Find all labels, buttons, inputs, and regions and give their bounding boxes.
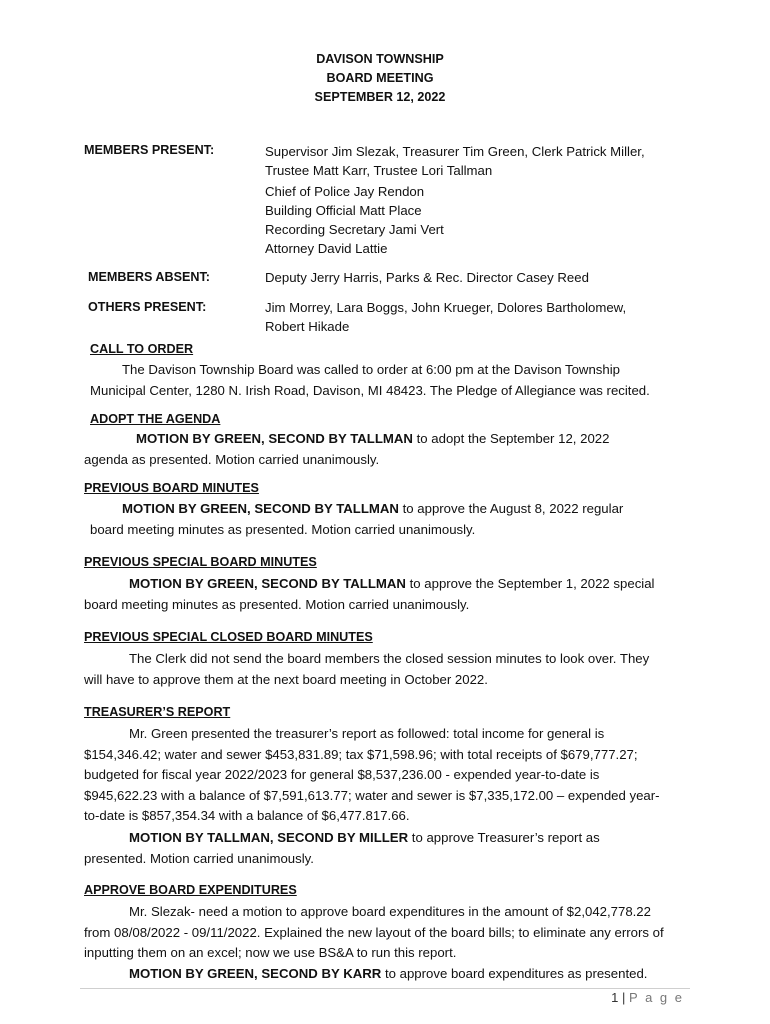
motion-body: to approve board expenditures as presented. — [381, 966, 648, 981]
footer-divider — [80, 988, 690, 989]
members-present-line: Chief of Police Jay Rendon — [265, 184, 425, 199]
others-present-value — [265, 298, 685, 336]
treasurer-heading: TREASURER’S REPORT — [84, 705, 231, 719]
members-present-line: Attorney David Lattie — [265, 241, 388, 256]
expenditures-text: Mr. Slezak- need a motion to approve board expenditures in the amount of $2,042,778.22 from 08/08/2022 - 09/11/2022. Explained the new layout of the board bills; to eliminate any errors of inputting them on an excel; now we use BS&A to run this report. — [84, 904, 664, 961]
previous-minutes-text — [90, 499, 650, 540]
page-separator: | — [622, 990, 626, 1005]
members-absent-label: MEMBERS ABSENT: — [88, 270, 210, 284]
members-present-label: MEMBERS PRESENT: — [84, 143, 215, 157]
motion-body: to approve the September 1, 2022 special board meeting minutes as presented. Motion carried unanimously. — [84, 576, 655, 612]
expenditures-motion — [84, 964, 684, 985]
previous-closed-text: The Clerk did not send the board members the closed session minutes to look over. They will have to approve them at the next board meeting in October 2022. — [84, 651, 650, 687]
motion-body: to approve the August 8, 2022 regular board meeting minutes as presented. Motion carried unanimously. — [90, 501, 624, 537]
adopt-agenda-text — [84, 429, 624, 470]
members-present-line: Recording Secretary Jami Vert — [265, 222, 444, 237]
page-label: P a g e — [629, 990, 684, 1005]
others-present-line: Robert Hikade — [265, 319, 350, 334]
motion-text: MOTION BY GREEN, SECOND BY TALLMAN — [129, 576, 406, 591]
treasurer-text: Mr. Green presented the treasurer’s report as followed: total income for general is $154,346.42; water and sewer $453,831.89; tax $71,598.96; with total receipts of $679,777.27; budgeted for fiscal year 2022/2023 for general $8,537,236.00 - expended year-to-date is $945,622.23 with a balance of $7,591,613.77; water and sewer is $7,335,172.00 – expended year-to-date is $857,354.34 with a balance of $6,477.817.66. — [84, 726, 660, 824]
motion-text: MOTION BY GREEN, SECOND BY TALLMAN — [136, 431, 413, 446]
members-present-line: Trustee Matt Karr, Trustee Lori Tallman — [265, 163, 493, 178]
document-header — [0, 50, 760, 107]
previous-special-heading: PREVIOUS SPECIAL BOARD MINUTES — [84, 555, 317, 569]
header-meeting: BOARD MEETING — [326, 71, 434, 85]
previous-special-text — [84, 574, 664, 615]
members-present-value — [265, 142, 685, 258]
previous-minutes-heading: PREVIOUS BOARD MINUTES — [84, 481, 259, 495]
others-present-label: OTHERS PRESENT: — [88, 300, 207, 314]
page-number: 1 — [611, 990, 619, 1005]
motion-body: to adopt the September 12, 2022 agenda as presented. Motion carried unanimously. — [84, 431, 610, 467]
motion-text: MOTION BY GREEN, SECOND BY TALLMAN — [122, 501, 399, 516]
call-to-order-text: The Davison Township Board was called to order at 6:00 pm at the Davison Township Municipal Center, 1280 N. Irish Road, Davison, MI 48423. The Pledge of Allegiance was recited. — [90, 362, 650, 398]
expenditures-heading: APPROVE BOARD EXPENDITURES — [84, 883, 297, 897]
adopt-agenda-heading: ADOPT THE AGENDA — [90, 412, 221, 426]
previous-closed-heading: PREVIOUS SPECIAL CLOSED BOARD MINUTES — [84, 630, 373, 644]
page-footer — [611, 990, 684, 1005]
header-township: DAVISON TOWNSHIP — [316, 52, 444, 66]
members-present-line: Supervisor Jim Slezak, Treasurer Tim Green, Clerk Patrick Miller, — [265, 144, 645, 159]
others-present-line: Jim Morrey, Lara Boggs, John Krueger, Dolores Bartholomew, — [265, 300, 627, 315]
motion-text: MOTION BY TALLMAN, SECOND BY MILLER — [129, 830, 409, 845]
members-present-line: Building Official Matt Place — [265, 203, 422, 218]
motion-body: to approve Treasurer’s report as presented. Motion carried unanimously. — [84, 830, 600, 866]
motion-text: MOTION BY GREEN, SECOND BY KARR — [129, 966, 382, 981]
header-date: SEPTEMBER 12, 2022 — [314, 90, 446, 104]
treasurer-motion — [84, 828, 624, 869]
members-absent-value: Deputy Jerry Harris, Parks & Rec. Director Casey Reed — [265, 270, 589, 285]
call-to-order-heading: CALL TO ORDER — [90, 342, 194, 356]
